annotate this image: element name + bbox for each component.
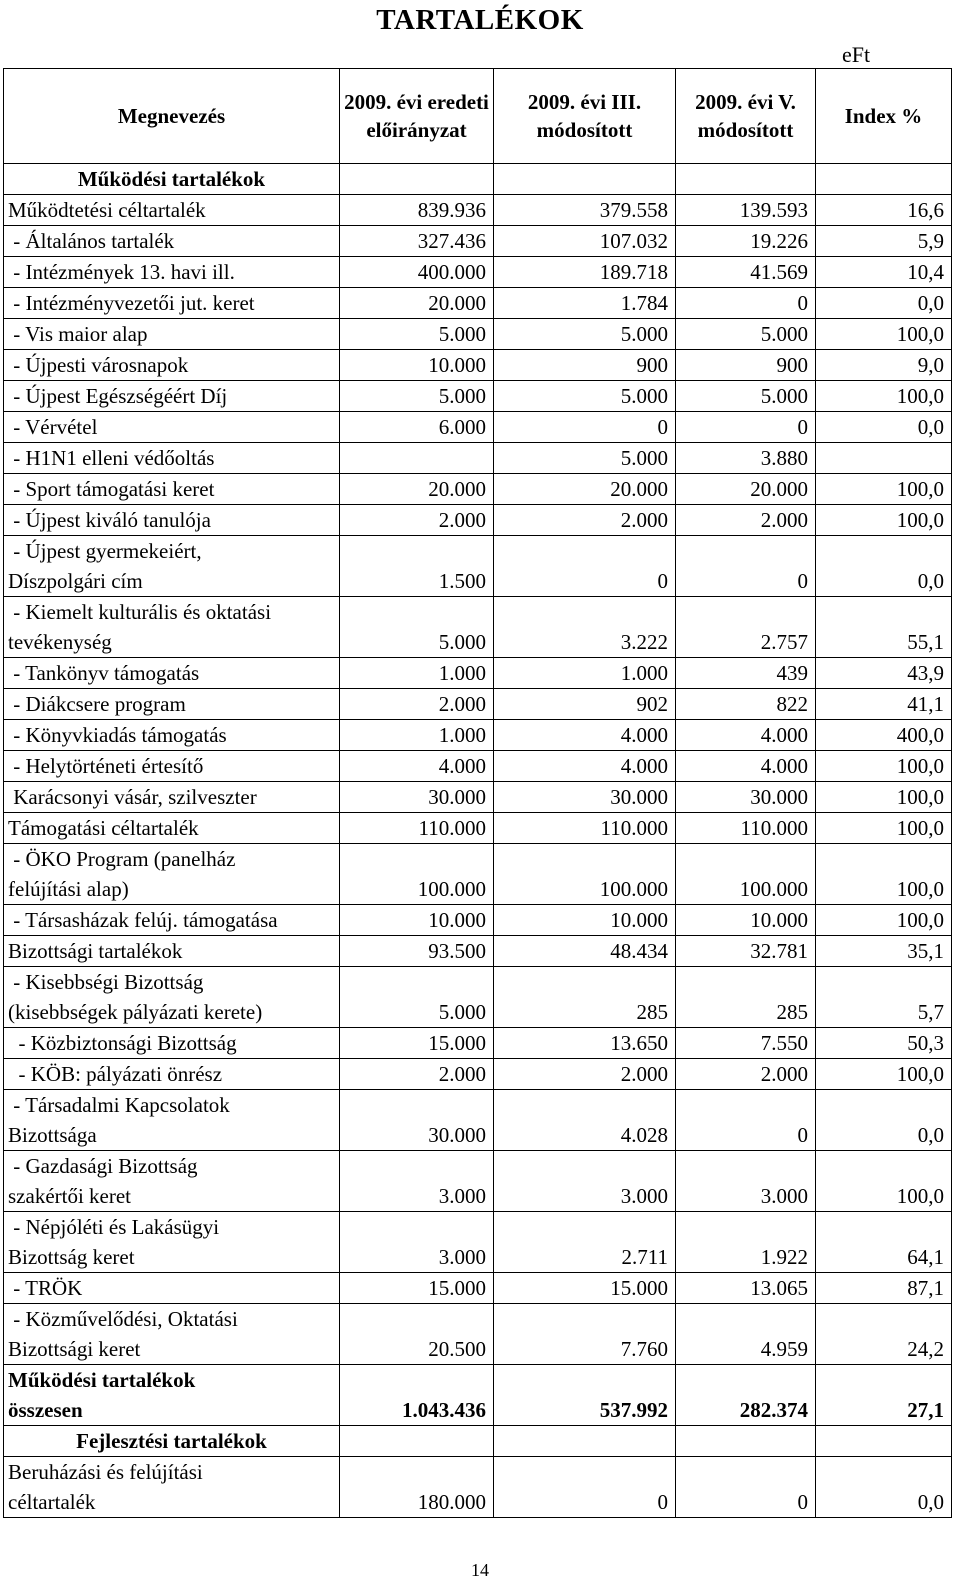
cell-index: 100,0 [816,813,952,844]
table-row [4,658,952,689]
table-row [4,1028,952,1059]
cell-mod3: 379.558 [494,195,676,226]
cell-index: 87,1 [816,1273,952,1304]
cell-mod5: 0 [676,1090,816,1151]
cell-index: 50,3 [816,1028,952,1059]
row-label [4,1212,340,1273]
table-row [4,1059,952,1090]
row-label-line1: - Közművelődési, Oktatási [8,1307,238,1331]
row-label: Bizottsági tartalékok [4,936,340,967]
table-row [4,1457,952,1518]
row-label [4,597,340,658]
row-label: - KÖB: pályázati önrész [4,1059,340,1090]
table-row [4,1151,952,1212]
cell-original: 30.000 [340,1090,494,1151]
cell-index [816,1426,952,1457]
cell-original: 2.000 [340,1059,494,1090]
cell-mod3: 5.000 [494,443,676,474]
row-label [4,1457,340,1518]
cell-mod5: 0 [676,1457,816,1518]
cell-index: 0,0 [816,1457,952,1518]
cell-original: 10.000 [340,905,494,936]
table-body [4,164,952,1518]
cell-original: 180.000 [340,1457,494,1518]
cell-original: 3.000 [340,1151,494,1212]
row-label: - TRÖK [4,1273,340,1304]
cell-original: 15.000 [340,1273,494,1304]
cell-mod5: 110.000 [676,813,816,844]
cell-original: 1.000 [340,658,494,689]
table-row [4,226,952,257]
table-row [4,689,952,720]
cell-mod5: 900 [676,350,816,381]
cell-mod3: 3.000 [494,1151,676,1212]
cell-index: 41,1 [816,689,952,720]
cell-mod5: 10.000 [676,905,816,936]
row-label-line2: Díszpolgári cím [8,569,143,593]
table-header-row [4,69,952,164]
table-row [4,1304,952,1365]
cell-mod3: 10.000 [494,905,676,936]
cell-mod5: 3.880 [676,443,816,474]
column-header-original: 2009. évi eredeti előirányzat [340,69,494,164]
cell-mod5: 3.000 [676,1151,816,1212]
cell-index: 100,0 [816,751,952,782]
table-row [4,412,952,443]
row-label [4,1090,340,1151]
cell-original: 5.000 [340,381,494,412]
row-label-line2: felújítási alap) [8,877,129,901]
row-label: Karácsonyi vásár, szilveszter [4,782,340,813]
cell-original: 1.043.436 [340,1365,494,1426]
table-row [4,720,952,751]
table-row [4,381,952,412]
cell-original: 5.000 [340,967,494,1028]
page-title: TARTALÉKOK [376,4,584,36]
cell-mod5: 285 [676,967,816,1028]
cell-mod3: 4.000 [494,751,676,782]
cell-index: 100,0 [816,782,952,813]
row-label-line2: Bizottsága [8,1123,97,1147]
cell-mod5: 20.000 [676,474,816,505]
cell-mod3: 900 [494,350,676,381]
cell-original: 20.000 [340,474,494,505]
cell-index: 35,1 [816,936,952,967]
cell-mod3: 1.784 [494,288,676,319]
row-label: - H1N1 elleni védőoltás [4,443,340,474]
cell-original: 100.000 [340,844,494,905]
reserves-table [3,68,952,1518]
row-label: - Intézményvezetői jut. keret [4,288,340,319]
cell-original: 15.000 [340,1028,494,1059]
total-row [4,1365,952,1426]
cell-mod5 [676,164,816,195]
row-label [4,1365,340,1426]
cell-original: 30.000 [340,782,494,813]
cell-mod3: 48.434 [494,936,676,967]
cell-mod5 [676,1426,816,1457]
cell-mod5: 100.000 [676,844,816,905]
cell-index: 0,0 [816,1090,952,1151]
table-row [4,350,952,381]
cell-mod3: 13.650 [494,1028,676,1059]
cell-index: 24,2 [816,1304,952,1365]
cell-mod5: 1.922 [676,1212,816,1273]
cell-original [340,1426,494,1457]
cell-mod5: 0 [676,412,816,443]
row-label-line1: - Népjóléti és Lakásügyi [8,1215,220,1239]
row-label-line2: céltartalék [8,1490,96,1514]
table-row [4,1273,952,1304]
cell-index: 100,0 [816,1151,952,1212]
row-label: Támogatási céltartalék [4,813,340,844]
cell-mod3: 30.000 [494,782,676,813]
table-row [4,257,952,288]
row-label: - Könyvkiadás támogatás [4,720,340,751]
cell-mod5: 282.374 [676,1365,816,1426]
cell-index: 100,0 [816,319,952,350]
cell-original: 93.500 [340,936,494,967]
cell-original [340,164,494,195]
cell-mod5: 32.781 [676,936,816,967]
row-label-line1: - Kisebbségi Bizottság [8,970,204,994]
table-row [4,782,952,813]
cell-mod3: 902 [494,689,676,720]
cell-mod3: 3.222 [494,597,676,658]
cell-mod3: 1.000 [494,658,676,689]
table-row [4,288,952,319]
cell-mod3: 4.000 [494,720,676,751]
cell-mod3: 5.000 [494,381,676,412]
table-row [4,505,952,536]
cell-index: 100,0 [816,505,952,536]
cell-mod3: 2.000 [494,1059,676,1090]
cell-index [816,164,952,195]
row-label-line2: Bizottság keret [8,1245,135,1269]
cell-index: 9,0 [816,350,952,381]
row-label: - Helytörténeti értesítő [4,751,340,782]
cell-mod3: 107.032 [494,226,676,257]
cell-mod3: 7.760 [494,1304,676,1365]
table-row [4,751,952,782]
column-header-index: Index % [816,69,952,164]
cell-mod5: 2.000 [676,1059,816,1090]
table-row [4,195,952,226]
column-header-name: Megnevezés [4,69,340,164]
cell-mod5: 139.593 [676,195,816,226]
cell-index: 64,1 [816,1212,952,1273]
row-label: - Társasházak felúj. támogatása [4,905,340,936]
cell-mod5: 7.550 [676,1028,816,1059]
cell-mod3: 0 [494,1457,676,1518]
cell-index: 0,0 [816,288,952,319]
cell-index: 5,7 [816,967,952,1028]
cell-mod3: 2.711 [494,1212,676,1273]
row-label: - Újpesti városnapok [4,350,340,381]
cell-index: 100,0 [816,381,952,412]
cell-index: 10,4 [816,257,952,288]
cell-mod5: 41.569 [676,257,816,288]
row-label: Fejlesztési tartalékok [4,1426,340,1457]
cell-index: 16,6 [816,195,952,226]
cell-mod5: 30.000 [676,782,816,813]
cell-original: 327.436 [340,226,494,257]
table-row [4,319,952,350]
table-row [4,536,952,597]
cell-mod5: 5.000 [676,381,816,412]
row-label-line1: Beruházási és felújítási [8,1460,203,1484]
row-label: - Intézmények 13. havi ill. [4,257,340,288]
cell-original: 2.000 [340,505,494,536]
cell-index: 100,0 [816,474,952,505]
cell-index: 0,0 [816,536,952,597]
row-label [4,1304,340,1365]
row-label: - Sport támogatási keret [4,474,340,505]
row-label: - Közbiztonsági Bizottság [4,1028,340,1059]
row-label-line2: összesen [8,1398,83,1422]
column-header-mod5: 2009. évi V. módosított [676,69,816,164]
column-header-mod3: 2009. évi III. módosított [494,69,676,164]
cell-original: 839.936 [340,195,494,226]
row-label-line1: - Újpest gyermekeiért, [8,539,202,563]
cell-mod5: 4.000 [676,751,816,782]
cell-mod3: 537.992 [494,1365,676,1426]
cell-mod5: 4.000 [676,720,816,751]
row-label-line2: szakértői keret [8,1184,132,1208]
cell-original: 2.000 [340,689,494,720]
cell-index: 5,9 [816,226,952,257]
cell-original: 20.000 [340,288,494,319]
cell-mod3: 15.000 [494,1273,676,1304]
cell-mod3: 189.718 [494,257,676,288]
cell-original: 1.000 [340,720,494,751]
row-label-line1: - Gazdasági Bizottság [8,1154,198,1178]
row-label: - Általános tartalék [4,226,340,257]
row-label: - Tankönyv támogatás [4,658,340,689]
cell-mod3: 2.000 [494,505,676,536]
cell-mod5: 5.000 [676,319,816,350]
cell-original [340,443,494,474]
row-label: - Diákcsere program [4,689,340,720]
cell-mod3: 4.028 [494,1090,676,1151]
cell-index: 100,0 [816,1059,952,1090]
row-label: Működtetési céltartalék [4,195,340,226]
cell-index: 100,0 [816,844,952,905]
row-label: - Újpest kiváló tanulója [4,505,340,536]
row-label: - Vis maior alap [4,319,340,350]
table-row [4,844,952,905]
row-label-line1: - Kiemelt kulturális és oktatási [8,600,272,624]
row-label-line1: - Társadalmi Kapcsolatok [8,1093,230,1117]
row-label-line1: Működési tartalékok [8,1368,196,1392]
row-label [4,844,340,905]
table-row [4,905,952,936]
row-label-line2: tevékenység [8,630,112,654]
cell-mod3: 285 [494,967,676,1028]
table-row [4,936,952,967]
cell-mod5: 439 [676,658,816,689]
row-label [4,1151,340,1212]
row-label: - Újpest Egészségéért Díj [4,381,340,412]
table-row [4,967,952,1028]
cell-mod5: 13.065 [676,1273,816,1304]
section-row [4,1426,952,1457]
table-row [4,474,952,505]
row-label [4,536,340,597]
row-label-line1: - ÖKO Program (panelház [8,847,236,871]
table-row [4,1212,952,1273]
table-row [4,813,952,844]
cell-mod5: 2.000 [676,505,816,536]
table-row [4,597,952,658]
cell-mod5: 4.959 [676,1304,816,1365]
row-label-line2: (kisebbségek pályázati kerete) [8,1000,263,1024]
cell-index [816,443,952,474]
cell-mod5: 0 [676,536,816,597]
row-label [4,967,340,1028]
cell-mod5: 822 [676,689,816,720]
cell-index: 43,9 [816,658,952,689]
cell-original: 3.000 [340,1212,494,1273]
cell-mod3: 0 [494,536,676,597]
table-row [4,1090,952,1151]
cell-original: 10.000 [340,350,494,381]
cell-original: 110.000 [340,813,494,844]
cell-mod3 [494,1426,676,1457]
cell-original: 1.500 [340,536,494,597]
cell-index: 0,0 [816,412,952,443]
cell-mod3: 0 [494,412,676,443]
row-label: - Vérvétel [4,412,340,443]
cell-original: 5.000 [340,319,494,350]
cell-original: 5.000 [340,597,494,658]
unit-label: eFt [842,42,871,67]
cell-mod3: 20.000 [494,474,676,505]
cell-original: 20.500 [340,1304,494,1365]
page-number: 14 [471,1560,489,1580]
cell-mod3: 5.000 [494,319,676,350]
cell-original: 4.000 [340,751,494,782]
cell-mod3: 100.000 [494,844,676,905]
cell-mod5: 0 [676,288,816,319]
section-row [4,164,952,195]
cell-mod3 [494,164,676,195]
cell-mod5: 19.226 [676,226,816,257]
cell-index: 27,1 [816,1365,952,1426]
cell-index: 400,0 [816,720,952,751]
cell-mod3: 110.000 [494,813,676,844]
cell-original: 400.000 [340,257,494,288]
table-row [4,443,952,474]
row-label-line2: Bizottsági keret [8,1337,141,1361]
cell-index: 55,1 [816,597,952,658]
row-label: Működési tartalékok [4,164,340,195]
cell-index: 100,0 [816,905,952,936]
cell-mod5: 2.757 [676,597,816,658]
cell-original: 6.000 [340,412,494,443]
